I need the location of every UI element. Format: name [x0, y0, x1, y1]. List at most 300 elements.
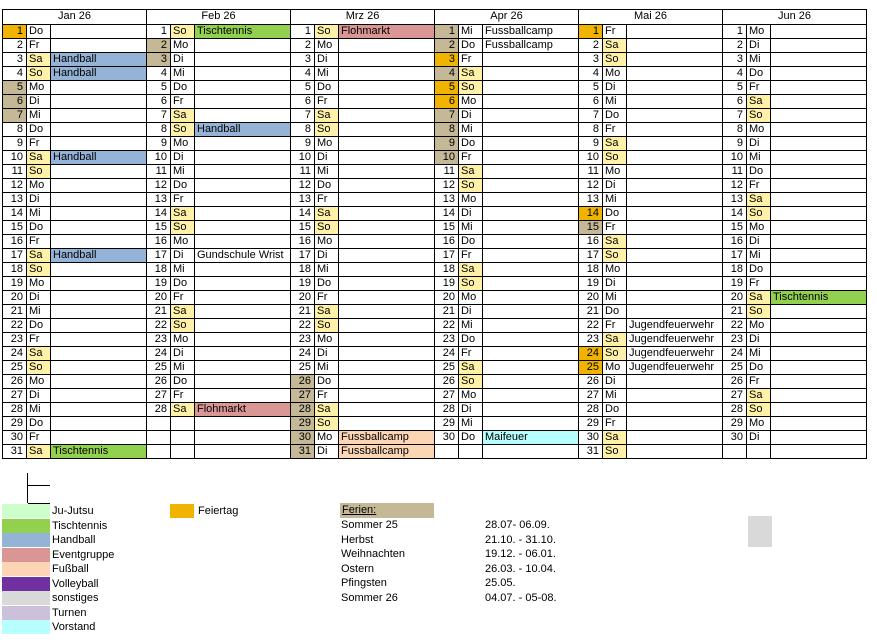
- event-cell: [51, 220, 147, 234]
- day-number: 12: [579, 178, 603, 192]
- weekday: Do: [603, 206, 627, 220]
- weekday: Sa: [27, 444, 51, 458]
- event-cell: [483, 192, 579, 206]
- weekday: Fr: [27, 136, 51, 150]
- weekday: Mi: [603, 192, 627, 206]
- day-number: 30: [723, 430, 747, 444]
- weekday: Mi: [315, 262, 339, 276]
- day-number: 29: [291, 416, 315, 430]
- day-row: [3, 290, 867, 304]
- event-cell: Handball: [51, 150, 147, 164]
- day-row: [3, 94, 867, 108]
- weekday: Do: [171, 276, 195, 290]
- weekday: Mo: [459, 94, 483, 108]
- event-cell: [51, 304, 147, 318]
- weekday: Di: [603, 276, 627, 290]
- day-number: 10: [291, 150, 315, 164]
- weekday: [171, 416, 195, 430]
- event-cell: [339, 52, 435, 66]
- day-number: 18: [291, 262, 315, 276]
- day-row: [3, 332, 867, 346]
- day-number: 15: [579, 220, 603, 234]
- event-cell: [51, 122, 147, 136]
- weekday: Sa: [747, 94, 771, 108]
- event-cell: Jugendfeuerwehr: [627, 318, 723, 332]
- event-cell: [195, 234, 291, 248]
- day-number: 9: [3, 136, 27, 150]
- day-number: 26: [579, 374, 603, 388]
- event-cell: [339, 220, 435, 234]
- event-cell: [339, 318, 435, 332]
- weekday: Fr: [603, 24, 627, 38]
- weekday: Mo: [27, 276, 51, 290]
- legend-item: [0, 591, 140, 605]
- day-number: 2: [3, 38, 27, 52]
- event-cell: [627, 38, 723, 52]
- weekday: Fr: [459, 248, 483, 262]
- legend-item: [0, 533, 140, 547]
- day-number: 25: [147, 360, 171, 374]
- event-cell: [627, 24, 723, 38]
- bracket-lines: [27, 473, 50, 503]
- day-number: 22: [579, 318, 603, 332]
- legend-swatch: [2, 606, 50, 620]
- event-cell: [339, 192, 435, 206]
- event-cell: [627, 416, 723, 430]
- day-number: 22: [291, 318, 315, 332]
- event-cell: [195, 360, 291, 374]
- weekday: Mo: [315, 430, 339, 444]
- event-cell: Maifeuer: [483, 430, 579, 444]
- weekday: Di: [171, 346, 195, 360]
- day-number: 20: [291, 290, 315, 304]
- day-number: [147, 416, 171, 430]
- day-number: 25: [291, 360, 315, 374]
- day-number: 17: [435, 248, 459, 262]
- day-number: 27: [147, 388, 171, 402]
- ferien-title: Ferien:: [340, 503, 434, 518]
- weekday: Fr: [603, 416, 627, 430]
- event-cell: [195, 66, 291, 80]
- day-number: 22: [435, 318, 459, 332]
- weekday: Do: [315, 276, 339, 290]
- day-number: 10: [723, 150, 747, 164]
- weekday: Mo: [459, 290, 483, 304]
- event-cell: [771, 248, 867, 262]
- day-number: 18: [3, 262, 27, 276]
- weekday: Fr: [315, 94, 339, 108]
- day-number: 31: [291, 444, 315, 458]
- day-number: 22: [723, 318, 747, 332]
- event-cell: [51, 94, 147, 108]
- legend-item: [0, 548, 140, 562]
- event-cell: [627, 374, 723, 388]
- day-number: 13: [3, 192, 27, 206]
- event-cell: [771, 52, 867, 66]
- event-cell: [627, 206, 723, 220]
- event-cell: [627, 136, 723, 150]
- day-row: [3, 178, 867, 192]
- day-number: 18: [435, 262, 459, 276]
- day-number: 1: [3, 24, 27, 38]
- event-cell: [51, 346, 147, 360]
- event-cell: Fussballcamp: [339, 444, 435, 458]
- day-number: 12: [291, 178, 315, 192]
- event-cell: [339, 66, 435, 80]
- weekday: Mi: [459, 220, 483, 234]
- day-number: 10: [435, 150, 459, 164]
- event-cell: Handball: [51, 248, 147, 262]
- day-number: 19: [579, 276, 603, 290]
- month-header: Jun 26: [723, 10, 867, 25]
- event-cell: [627, 402, 723, 416]
- weekday: Sa: [603, 234, 627, 248]
- weekday: Do: [27, 318, 51, 332]
- day-number: 11: [435, 164, 459, 178]
- event-cell: [483, 164, 579, 178]
- weekday: Di: [459, 304, 483, 318]
- day-number: 12: [723, 178, 747, 192]
- weekday: So: [171, 220, 195, 234]
- event-cell: [627, 80, 723, 94]
- day-number: 5: [147, 80, 171, 94]
- weekday: Mi: [747, 150, 771, 164]
- day-number: 6: [3, 94, 27, 108]
- day-row: [3, 52, 867, 66]
- event-cell: [339, 150, 435, 164]
- weekday: Di: [315, 346, 339, 360]
- day-number: 21: [435, 304, 459, 318]
- day-number: 11: [579, 164, 603, 178]
- day-number: 19: [147, 276, 171, 290]
- weekday: So: [171, 122, 195, 136]
- day-number: 13: [147, 192, 171, 206]
- legend-label: Turnen: [52, 606, 87, 619]
- day-number: 31: [579, 444, 603, 458]
- event-cell: [771, 276, 867, 290]
- event-cell: [483, 276, 579, 290]
- weekday: Do: [747, 66, 771, 80]
- weekday: Mi: [603, 290, 627, 304]
- event-cell: [51, 164, 147, 178]
- weekday: Do: [747, 164, 771, 178]
- event-cell: [195, 276, 291, 290]
- event-cell: [771, 262, 867, 276]
- day-row: [3, 66, 867, 80]
- weekday: Di: [315, 248, 339, 262]
- day-number: 19: [435, 276, 459, 290]
- day-number: 3: [147, 52, 171, 66]
- day-number: 1: [147, 24, 171, 38]
- event-cell: Tischtennis: [195, 24, 291, 38]
- year-calendar-table: [2, 9, 867, 459]
- day-number: 26: [3, 374, 27, 388]
- day-number: 17: [147, 248, 171, 262]
- weekday: Fr: [459, 346, 483, 360]
- event-cell: [483, 416, 579, 430]
- event-cell: [339, 178, 435, 192]
- event-cell: [195, 444, 291, 458]
- day-number: 23: [723, 332, 747, 346]
- event-cell: [195, 374, 291, 388]
- feiertag-swatch: [170, 504, 194, 518]
- event-cell: [339, 262, 435, 276]
- event-cell: [51, 192, 147, 206]
- event-cell: [483, 94, 579, 108]
- day-number: 15: [723, 220, 747, 234]
- day-row: [3, 248, 867, 262]
- legend-item: [0, 562, 140, 576]
- event-cell: Handball: [51, 66, 147, 80]
- weekday: Fr: [315, 388, 339, 402]
- weekday: Sa: [27, 150, 51, 164]
- day-row: [3, 220, 867, 234]
- day-number: 15: [147, 220, 171, 234]
- day-number: 15: [435, 220, 459, 234]
- weekday: So: [603, 150, 627, 164]
- weekday: Sa: [459, 262, 483, 276]
- day-row: [3, 164, 867, 178]
- day-number: 25: [435, 360, 459, 374]
- legend: [0, 500, 877, 644]
- day-row: [3, 318, 867, 332]
- weekday: Di: [747, 136, 771, 150]
- event-cell: [195, 416, 291, 430]
- weekday: Mi: [171, 66, 195, 80]
- day-number: 13: [723, 192, 747, 206]
- event-cell: [339, 402, 435, 416]
- day-number: 23: [435, 332, 459, 346]
- event-cell: [483, 206, 579, 220]
- weekday: Do: [747, 360, 771, 374]
- event-cell: [627, 108, 723, 122]
- day-number: 9: [723, 136, 747, 150]
- weekday: Mo: [747, 122, 771, 136]
- weekday: Fr: [747, 80, 771, 94]
- event-cell: [771, 108, 867, 122]
- day-number: 4: [147, 66, 171, 80]
- event-cell: [627, 178, 723, 192]
- weekday: Fr: [603, 122, 627, 136]
- day-number: 23: [291, 332, 315, 346]
- legend-label: Ju-Jutsu: [52, 505, 94, 517]
- day-number: 16: [291, 234, 315, 248]
- day-number: 6: [147, 94, 171, 108]
- weekday: Fr: [315, 192, 339, 206]
- weekday: Do: [171, 178, 195, 192]
- legend-item: [0, 504, 140, 518]
- day-number: 8: [579, 122, 603, 136]
- legend-swatch: [2, 548, 50, 562]
- weekday: Fr: [603, 318, 627, 332]
- weekday: Di: [315, 52, 339, 66]
- ferien-row: [341, 576, 601, 590]
- weekday: Fr: [171, 94, 195, 108]
- weekday: So: [27, 164, 51, 178]
- weekday: So: [27, 66, 51, 80]
- weekday: Mi: [459, 122, 483, 136]
- ferien-dates: 21.10. - 31.10.: [485, 533, 556, 546]
- ferien-dates: 28.07- 06.09.: [485, 519, 550, 531]
- day-number: 23: [579, 332, 603, 346]
- weekday: Di: [171, 52, 195, 66]
- event-cell: [51, 136, 147, 150]
- weekday: Mo: [171, 234, 195, 248]
- day-number: 2: [435, 38, 459, 52]
- day-row: [3, 360, 867, 374]
- event-cell: [771, 164, 867, 178]
- day-number: 1: [291, 24, 315, 38]
- day-number: 8: [435, 122, 459, 136]
- ferien-dates: 25.05.: [485, 577, 516, 589]
- day-number: 15: [291, 220, 315, 234]
- event-cell: [51, 38, 147, 52]
- weekday: Fr: [747, 178, 771, 192]
- event-cell: [627, 248, 723, 262]
- day-number: [147, 444, 171, 458]
- legend-item: [0, 577, 140, 591]
- day-number: 13: [291, 192, 315, 206]
- day-number: 5: [579, 80, 603, 94]
- event-cell: [483, 66, 579, 80]
- weekday: Mo: [315, 136, 339, 150]
- ferien-row: [341, 562, 601, 576]
- weekday: Do: [459, 136, 483, 150]
- day-number: 11: [3, 164, 27, 178]
- day-number: 2: [147, 38, 171, 52]
- month-header-row: [3, 10, 867, 25]
- day-number: 30: [3, 430, 27, 444]
- day-number: 27: [579, 388, 603, 402]
- weekday: Sa: [603, 136, 627, 150]
- event-cell: Jugendfeuerwehr: [627, 332, 723, 346]
- event-cell: [339, 304, 435, 318]
- event-cell: Tischtennis: [51, 444, 147, 458]
- event-cell: [51, 178, 147, 192]
- day-row: [3, 402, 867, 416]
- weekday: Sa: [315, 206, 339, 220]
- day-row: [3, 346, 867, 360]
- legend-swatch: [2, 620, 50, 634]
- weekday: So: [27, 262, 51, 276]
- day-number: 6: [291, 94, 315, 108]
- event-cell: [339, 38, 435, 52]
- event-cell: Fussballcamp: [483, 24, 579, 38]
- weekday: Sa: [171, 402, 195, 416]
- weekday: So: [315, 318, 339, 332]
- weekday: Mi: [459, 24, 483, 38]
- weekday: Sa: [603, 332, 627, 346]
- weekday: Do: [171, 374, 195, 388]
- day-row: [3, 150, 867, 164]
- weekday: Do: [27, 416, 51, 430]
- ferien-row: [341, 518, 601, 532]
- day-row: [3, 430, 867, 444]
- event-cell: [51, 276, 147, 290]
- event-cell: [339, 360, 435, 374]
- day-number: 16: [435, 234, 459, 248]
- day-number: 14: [723, 206, 747, 220]
- event-cell: [339, 388, 435, 402]
- weekday: Fr: [171, 290, 195, 304]
- day-number: 5: [3, 80, 27, 94]
- event-cell: [483, 220, 579, 234]
- day-number: 7: [147, 108, 171, 122]
- day-number: 5: [723, 80, 747, 94]
- month-header: Mrz 26: [291, 10, 435, 25]
- day-number: 18: [579, 262, 603, 276]
- weekday: Mo: [171, 136, 195, 150]
- day-number: 12: [147, 178, 171, 192]
- weekday: Do: [459, 430, 483, 444]
- day-number: 14: [579, 206, 603, 220]
- day-number: 24: [723, 346, 747, 360]
- event-cell: [483, 248, 579, 262]
- weekday: So: [747, 402, 771, 416]
- event-cell: [51, 360, 147, 374]
- event-cell: Handball: [51, 52, 147, 66]
- weekday: Mi: [171, 262, 195, 276]
- event-cell: [483, 402, 579, 416]
- weekday: So: [603, 248, 627, 262]
- event-cell: [627, 304, 723, 318]
- legend-swatch: [2, 577, 50, 591]
- weekday: So: [315, 24, 339, 38]
- weekday: Mi: [459, 318, 483, 332]
- weekday: Sa: [315, 304, 339, 318]
- legend-item: [0, 519, 140, 533]
- weekday: Fr: [171, 388, 195, 402]
- weekday: Di: [603, 80, 627, 94]
- weekday: Mi: [315, 164, 339, 178]
- day-row: [3, 192, 867, 206]
- legend-label: Tischtennis: [52, 519, 108, 532]
- weekday: Di: [747, 332, 771, 346]
- day-number: 21: [3, 304, 27, 318]
- event-cell: Flohmarkt: [339, 24, 435, 38]
- event-cell: [483, 360, 579, 374]
- event-cell: [51, 402, 147, 416]
- weekday: Di: [603, 374, 627, 388]
- event-cell: [771, 444, 867, 458]
- weekday: Do: [603, 108, 627, 122]
- day-number: 11: [291, 164, 315, 178]
- weekday: Fr: [459, 150, 483, 164]
- event-cell: [627, 444, 723, 458]
- day-number: 24: [3, 346, 27, 360]
- weekday: Mo: [315, 38, 339, 52]
- weekday: So: [315, 416, 339, 430]
- legend-swatch: [2, 533, 50, 547]
- event-cell: [339, 416, 435, 430]
- event-cell: [483, 150, 579, 164]
- event-cell: [483, 318, 579, 332]
- day-number: 29: [3, 416, 27, 430]
- weekday: Do: [315, 80, 339, 94]
- legend-swatch: [2, 591, 50, 605]
- day-row: [3, 80, 867, 94]
- legend-label: sonstiges: [52, 592, 99, 604]
- day-number: 11: [723, 164, 747, 178]
- legend-label: Vorstand: [52, 621, 96, 633]
- legend-label: Handball: [52, 534, 96, 546]
- event-cell: [771, 234, 867, 248]
- legend-swatch: [2, 562, 50, 576]
- weekday: Di: [315, 444, 339, 458]
- day-number: 26: [435, 374, 459, 388]
- day-number: 19: [291, 276, 315, 290]
- day-number: 27: [3, 388, 27, 402]
